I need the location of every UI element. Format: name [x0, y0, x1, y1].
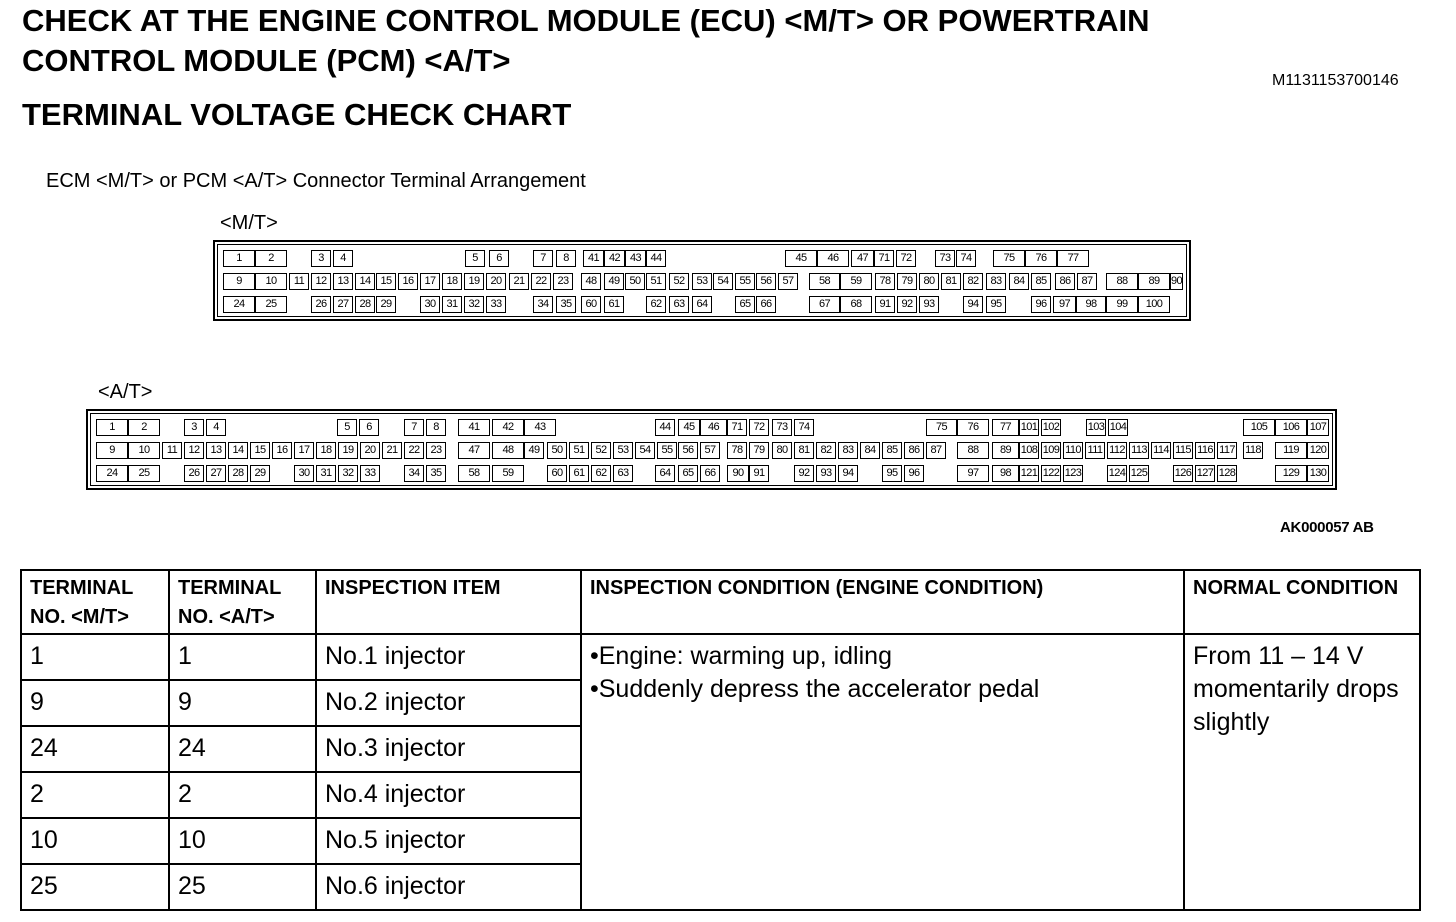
connector-pin: 6: [359, 419, 379, 436]
connector-pin: 54: [713, 273, 733, 290]
connector-pin: 78: [875, 273, 895, 290]
connector-pin: 83: [838, 442, 858, 459]
figure-id: AK000057 AB: [1280, 519, 1374, 536]
connector-pin: 11: [289, 273, 309, 290]
connector-pin: 58: [458, 465, 490, 482]
connector-pin: 29: [250, 465, 270, 482]
cell-normal-condition: From 11 – 14 V momentarily drops slightly: [1184, 634, 1420, 910]
connector-pin: 61: [569, 465, 589, 482]
connector-pin: 64: [655, 465, 675, 482]
page-title-line2: CONTROL MODULE (PCM) <A/T>: [22, 43, 511, 78]
cell-terminal-mt: 25: [21, 864, 169, 910]
connector-pin: 57: [700, 442, 720, 459]
cell-inspection-item: No.6 injector: [316, 864, 581, 910]
connector-pin: 53: [692, 273, 712, 290]
connector-pin: 78: [727, 442, 747, 459]
connector-pin: 12: [184, 442, 204, 459]
connector-pin: 45: [785, 250, 817, 267]
at-connector-label: <A/T>: [98, 381, 153, 403]
connector-pin: 68: [840, 296, 872, 313]
connector-pin: 99: [1106, 296, 1138, 313]
connector-pin: 108: [1019, 442, 1039, 459]
connector-pin: 49: [604, 273, 624, 290]
connector-pin: 102: [1041, 419, 1061, 436]
connector-pin: 4: [206, 419, 226, 436]
connector-pin: 65: [735, 296, 755, 313]
connector-pin: 25: [255, 296, 287, 313]
connector-pin: 114: [1151, 442, 1171, 459]
connector-pin: 72: [896, 250, 916, 267]
connector-pin: 89: [992, 442, 1019, 459]
connector-pin: 110: [1063, 442, 1083, 459]
connector-pin: 83: [986, 273, 1006, 290]
connector-pin: 97: [957, 465, 989, 482]
connector-pin: 60: [581, 296, 601, 313]
connector-pin: 55: [657, 442, 677, 459]
connector-pin: 28: [355, 296, 375, 313]
connector-pin: 118: [1243, 442, 1263, 459]
connector-pin: 66: [700, 465, 720, 482]
connector-pin: 34: [404, 465, 424, 482]
connector-pin: 94: [838, 465, 858, 482]
connector-pin: 93: [816, 465, 836, 482]
connector-pin: 42: [492, 419, 524, 436]
connector-pin: 14: [228, 442, 248, 459]
connector-pin: 51: [646, 273, 666, 290]
connector-pin: 32: [464, 296, 484, 313]
chart-subtitle: TERMINAL VOLTAGE CHECK CHART: [22, 97, 572, 132]
connector-pin: 109: [1041, 442, 1061, 459]
connector-pin: 58: [809, 273, 840, 290]
connector-pin: 81: [794, 442, 814, 459]
connector-pin: 16: [398, 273, 418, 290]
connector-pin: 75: [926, 419, 957, 436]
connector-pin: 56: [678, 442, 698, 459]
connector-pin: 28: [228, 465, 248, 482]
connector-pin: 34: [533, 296, 553, 313]
connector-pin: 87: [926, 442, 946, 459]
connector-pin: 42: [604, 250, 625, 267]
connector-pin: 19: [338, 442, 358, 459]
document-id: M1131153700146: [1272, 72, 1399, 89]
connector-pin: 130: [1307, 465, 1329, 482]
mt-connector-diagram: [213, 240, 1191, 321]
cell-terminal-mt: 1: [21, 634, 169, 680]
connector-pin: 24: [223, 296, 255, 313]
connector-pin: 101: [1019, 419, 1039, 436]
connector-pin: 76: [957, 419, 989, 436]
connector-pin: 86: [904, 442, 924, 459]
connector-pin: 20: [360, 442, 380, 459]
connector-pin: 46: [817, 250, 849, 267]
connector-pin: 47: [458, 442, 490, 459]
connector-pin: 14: [355, 273, 375, 290]
connector-pin: 10: [128, 442, 160, 459]
connector-pin: 122: [1041, 465, 1061, 482]
connector-pin: 60: [547, 465, 567, 482]
connector-pin: 67: [809, 296, 840, 313]
connector-pin: 12: [311, 273, 331, 290]
condition-line: •Suddenly depress the accelerator pedal: [590, 675, 1040, 703]
connector-pin: 95: [986, 296, 1006, 313]
connector-pin: 24: [96, 465, 128, 482]
connector-pin: 125: [1129, 465, 1149, 482]
cell-inspection-item: No.5 injector: [316, 818, 581, 864]
connector-pin: 25: [128, 465, 160, 482]
mt-connector-label: <M/T>: [220, 212, 278, 234]
connector-pin: 8: [556, 250, 576, 267]
connector-pin: 113: [1129, 442, 1149, 459]
at-connector-diagram: [86, 409, 1337, 490]
connector-pin: 2: [255, 250, 287, 267]
connector-pin: 41: [458, 419, 490, 436]
connector-pin: 89: [1138, 273, 1170, 290]
header-terminal-mt: TERMINAL NO. <M/T>: [21, 570, 169, 634]
connector-pin: 80: [919, 273, 939, 290]
connector-pin: 43: [625, 250, 646, 267]
connector-pin: 23: [553, 273, 573, 290]
connector-pin: 9: [223, 273, 255, 290]
connector-pin: 21: [509, 273, 529, 290]
connector-pin: 15: [250, 442, 270, 459]
connector-pin: 35: [426, 465, 446, 482]
connector-pin: 126: [1173, 465, 1193, 482]
connector-pin: 65: [678, 465, 698, 482]
connector-pin: 59: [492, 465, 524, 482]
connector-pin: 2: [128, 419, 160, 436]
connector-pin: 31: [442, 296, 462, 313]
connector-pin: 1: [96, 419, 128, 436]
header-inspection-condition: INSPECTION CONDITION (ENGINE CONDITION): [581, 570, 1184, 634]
connector-pin: 7: [533, 250, 553, 267]
connector-pin: 106: [1275, 419, 1307, 436]
connector-pin: 6: [489, 250, 509, 267]
connector-pin: 82: [963, 273, 983, 290]
connector-pin: 104: [1108, 419, 1128, 436]
connector-pin: 80: [772, 442, 792, 459]
cell-terminal-at: 1: [169, 634, 316, 680]
connector-pin: 96: [904, 465, 924, 482]
connector-pin: 7: [404, 419, 424, 436]
cell-terminal-at: 10: [169, 818, 316, 864]
connector-pin: 18: [316, 442, 336, 459]
connector-pin: 107: [1307, 419, 1329, 436]
connector-pin: 77: [992, 419, 1019, 436]
connector-pin: 52: [669, 273, 689, 290]
connector-pin: 76: [1025, 250, 1057, 267]
connector-pin: 57: [778, 273, 798, 290]
table-row: [21, 634, 1420, 680]
connector-pin: 124: [1107, 465, 1127, 482]
connector-pin: 8: [426, 419, 446, 436]
connector-pin: 73: [772, 419, 792, 436]
connector-pin: 55: [735, 273, 755, 290]
connector-pin: 21: [382, 442, 402, 459]
connector-pin: 4: [333, 250, 353, 267]
cell-terminal-at: 24: [169, 726, 316, 772]
connector-pin: 96: [1031, 296, 1051, 313]
connector-pin: 81: [941, 273, 961, 290]
table-header-row: [21, 570, 1420, 634]
connector-pin: 22: [531, 273, 551, 290]
cell-inspection-item: No.1 injector: [316, 634, 581, 680]
connector-pin: 105: [1243, 419, 1275, 436]
cell-terminal-mt: 2: [21, 772, 169, 818]
connector-pin: 111: [1085, 442, 1105, 459]
connector-pin: 5: [337, 419, 357, 436]
connector-pin: 18: [442, 273, 462, 290]
connector-pin: 62: [646, 296, 666, 313]
connector-pin: 47: [851, 250, 874, 267]
connector-pin: 112: [1107, 442, 1127, 459]
connector-pin: 11: [162, 442, 182, 459]
condition-line: •Engine: warming up, idling: [590, 642, 892, 670]
connector-pin: 91: [749, 465, 769, 482]
connector-pin: 61: [604, 296, 624, 313]
connector-pin: 48: [492, 442, 524, 459]
connector-pin: 62: [591, 465, 611, 482]
cell-inspection-condition: [581, 634, 1184, 910]
connector-pin: 52: [591, 442, 611, 459]
cell-terminal-mt: 9: [21, 680, 169, 726]
header-inspection-item: INSPECTION ITEM: [316, 570, 581, 634]
connector-pin: 1: [223, 250, 255, 267]
connector-pin: 90: [727, 465, 749, 482]
connector-pin: 71: [874, 250, 894, 267]
connector-pin: 74: [956, 250, 976, 267]
connector-pin: 85: [882, 442, 902, 459]
connector-pin: 9: [96, 442, 128, 459]
connector-pin: 44: [655, 419, 675, 436]
connector-pin: 93: [919, 296, 939, 313]
connector-pin: 53: [613, 442, 633, 459]
connector-pin: 116: [1195, 442, 1215, 459]
connector-pin: 73: [935, 250, 955, 267]
connector-pin: 88: [1106, 273, 1138, 290]
connector-pin: 3: [184, 419, 204, 436]
connector-pin: 66: [756, 296, 776, 313]
header-normal-condition: NORMAL CONDITION: [1184, 570, 1420, 634]
connector-pin: 63: [613, 465, 633, 482]
connector-pin: 98: [1076, 296, 1106, 313]
connector-pin: 90: [1170, 273, 1183, 290]
cell-terminal-at: 9: [169, 680, 316, 726]
connector-pin: 120: [1307, 442, 1329, 459]
connector-pin: 33: [360, 465, 380, 482]
connector-pin: 91: [875, 296, 895, 313]
cell-terminal-at: 25: [169, 864, 316, 910]
connector-pin: 119: [1275, 442, 1307, 459]
connector-pin: 79: [897, 273, 917, 290]
connector-pin: 98: [992, 465, 1019, 482]
connector-pin: 79: [749, 442, 769, 459]
connector-pin: 64: [692, 296, 712, 313]
cell-inspection-item: No.3 injector: [316, 726, 581, 772]
connector-pin: 82: [816, 442, 836, 459]
connector-pin: 128: [1217, 465, 1237, 482]
connector-pin: 75: [993, 250, 1025, 267]
connector-pin: 87: [1077, 273, 1097, 290]
connector-pin: 35: [556, 296, 576, 313]
connector-pin: 123: [1063, 465, 1083, 482]
cell-inspection-item: No.4 injector: [316, 772, 581, 818]
connector-pin: 48: [581, 273, 601, 290]
connector-pin: 5: [465, 250, 485, 267]
connector-pin: 92: [794, 465, 814, 482]
connector-pin: 29: [376, 296, 396, 313]
page-title-line1: CHECK AT THE ENGINE CONTROL MODULE (ECU) <M/T> OR POWERTRAIN: [22, 3, 1150, 38]
connector-pin: 17: [420, 273, 440, 290]
connector-pin: 103: [1086, 419, 1106, 436]
connector-pin: 30: [420, 296, 440, 313]
connector-pin: 33: [486, 296, 506, 313]
connector-pin: 50: [625, 273, 645, 290]
connector-pin: 27: [333, 296, 353, 313]
connector-pin: 94: [963, 296, 983, 313]
connector-pin: 16: [272, 442, 292, 459]
connector-pin: 45: [678, 419, 700, 436]
connector-pin: 30: [294, 465, 314, 482]
connector-pin: 85: [1031, 273, 1051, 290]
connector-pin: 41: [583, 250, 604, 267]
connector-pin: 13: [206, 442, 226, 459]
cell-terminal-mt: 24: [21, 726, 169, 772]
connector-caption: ECM <M/T> or PCM <A/T> Connector Terminal Arrangement: [46, 170, 586, 192]
connector-pin: 43: [524, 419, 556, 436]
cell-inspection-item: No.2 injector: [316, 680, 581, 726]
connector-pin: 51: [569, 442, 589, 459]
connector-pin: 20: [486, 273, 506, 290]
connector-pin: 77: [1057, 250, 1089, 267]
connector-pin: 15: [376, 273, 396, 290]
connector-pin: 10: [255, 273, 287, 290]
connector-pin: 32: [338, 465, 358, 482]
connector-pin: 54: [635, 442, 655, 459]
connector-pin: 56: [756, 273, 776, 290]
connector-pin: 26: [184, 465, 204, 482]
connector-pin: 46: [700, 419, 727, 436]
connector-pin: 22: [404, 442, 424, 459]
connector-pin: 3: [311, 250, 331, 267]
header-terminal-at: TERMINAL NO. <A/T>: [169, 570, 316, 634]
terminal-voltage-table: [20, 569, 1421, 911]
connector-pin: 115: [1173, 442, 1193, 459]
connector-pin: 63: [669, 296, 689, 313]
connector-pin: 26: [311, 296, 331, 313]
connector-pin: 100: [1138, 296, 1170, 313]
connector-pin: 49: [524, 442, 544, 459]
connector-pin: 74: [794, 419, 814, 436]
connector-pin: 19: [464, 273, 484, 290]
connector-pin: 72: [749, 419, 769, 436]
connector-pin: 129: [1275, 465, 1307, 482]
cell-terminal-at: 2: [169, 772, 316, 818]
connector-pin: 59: [840, 273, 872, 290]
connector-pin: 95: [882, 465, 902, 482]
connector-pin: 50: [547, 442, 567, 459]
connector-pin: 84: [860, 442, 880, 459]
connector-pin: 88: [957, 442, 989, 459]
connector-pin: 13: [333, 273, 353, 290]
connector-pin: 92: [897, 296, 917, 313]
connector-pin: 44: [646, 250, 666, 267]
connector-pin: 97: [1053, 296, 1076, 313]
connector-pin: 71: [727, 419, 747, 436]
connector-pin: 17: [294, 442, 314, 459]
connector-pin: 121: [1019, 465, 1039, 482]
connector-pin: 127: [1195, 465, 1215, 482]
connector-pin: 84: [1009, 273, 1029, 290]
connector-pin: 117: [1217, 442, 1237, 459]
connector-pin: 31: [316, 465, 336, 482]
connector-pin: 86: [1055, 273, 1075, 290]
connector-pin: 27: [206, 465, 226, 482]
cell-terminal-mt: 10: [21, 818, 169, 864]
connector-pin: 23: [426, 442, 446, 459]
